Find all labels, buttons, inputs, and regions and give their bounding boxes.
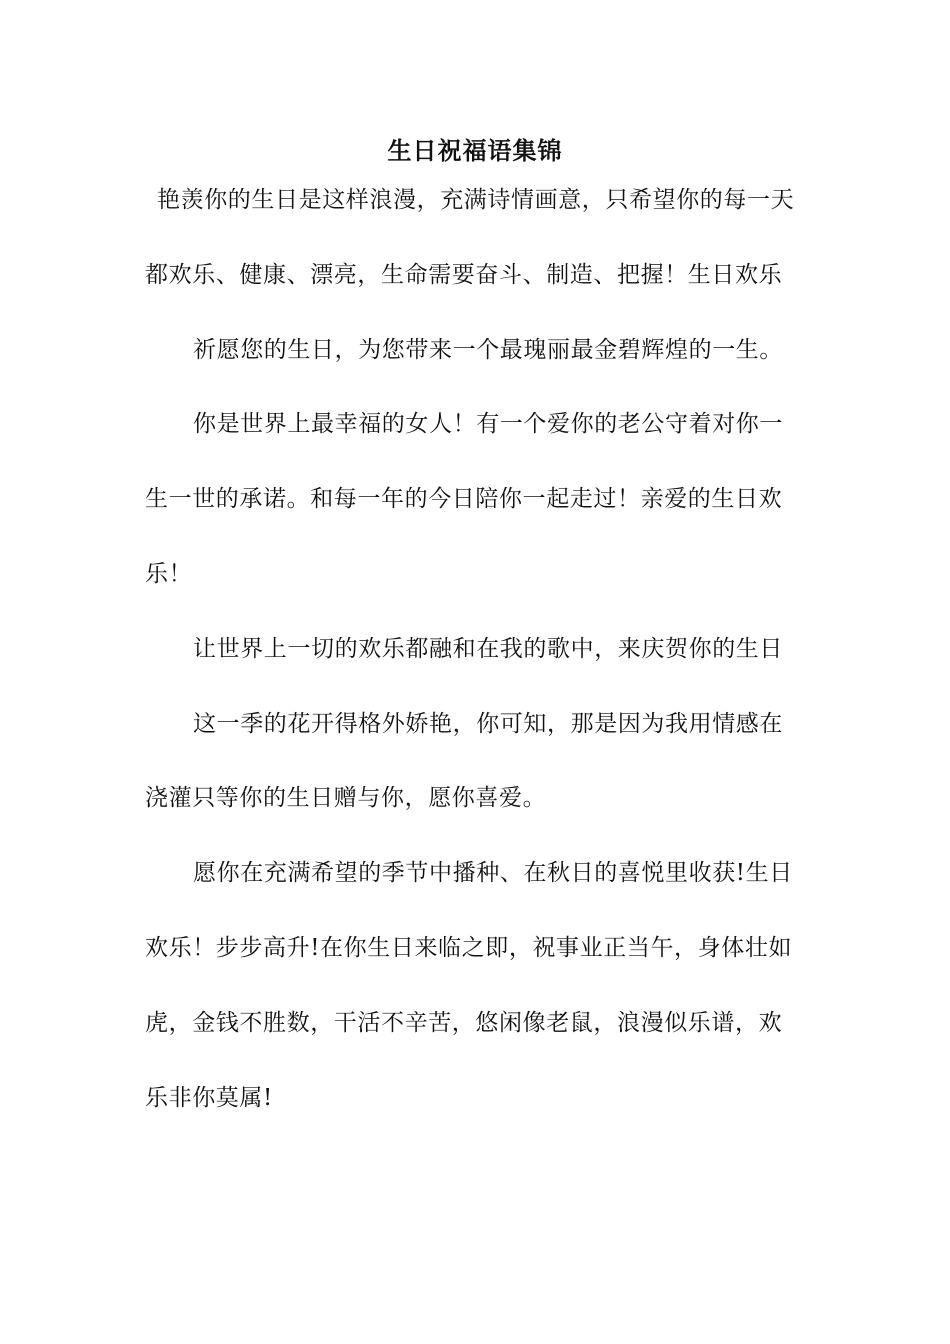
paragraph-2-line-1: 祈愿您的生日，为您带来一个最瑰丽最金碧辉煌的一生。 <box>193 337 783 363</box>
paragraph-1-line-2: 都欢乐、健康、漂亮，生命需要奋斗、制造、把握！生日欢乐 <box>145 262 783 288</box>
document-title: 生日祝福语集锦 <box>387 136 563 165</box>
paragraph-6-line-1: 愿你在充满希望的季节中播种、在秋日的喜悦里收获!生日 <box>193 860 793 886</box>
paragraph-3-line-3: 乐！ <box>145 561 193 587</box>
paragraph-6-line-3: 虎，金钱不胜数，干活不辛苦，悠闲像老鼠，浪漫似乐谱，欢 <box>145 1010 783 1036</box>
paragraph-3-line-2: 生一世的承诺。和每一年的今日陪你一起走过！亲爱的生日欢 <box>145 486 783 512</box>
paragraph-4-line-1: 让世界上一切的欢乐都融和在我的歌中，来庆贺你的生日 <box>193 636 783 662</box>
paragraph-3-line-1: 你是世界上最幸福的女人！有一个爱你的老公守着对你一 <box>193 411 783 437</box>
paragraph-6-line-4: 乐非你莫属! <box>145 1085 273 1111</box>
paragraph-1-line-1: 艳羡你的生日是这样浪漫，充满诗情画意，只希望你的每一天 <box>157 187 795 213</box>
paragraph-5-line-2: 浇灌只等你的生日赠与你，愿你喜爱。 <box>145 785 547 811</box>
paragraph-5-line-1: 这一季的花开得格外娇艳，你可知，那是因为我用情感在 <box>193 711 783 737</box>
paragraph-6-line-2: 欢乐！步步高升!在你生日来临之即，祝事业正当午，身体壮如 <box>145 935 793 961</box>
